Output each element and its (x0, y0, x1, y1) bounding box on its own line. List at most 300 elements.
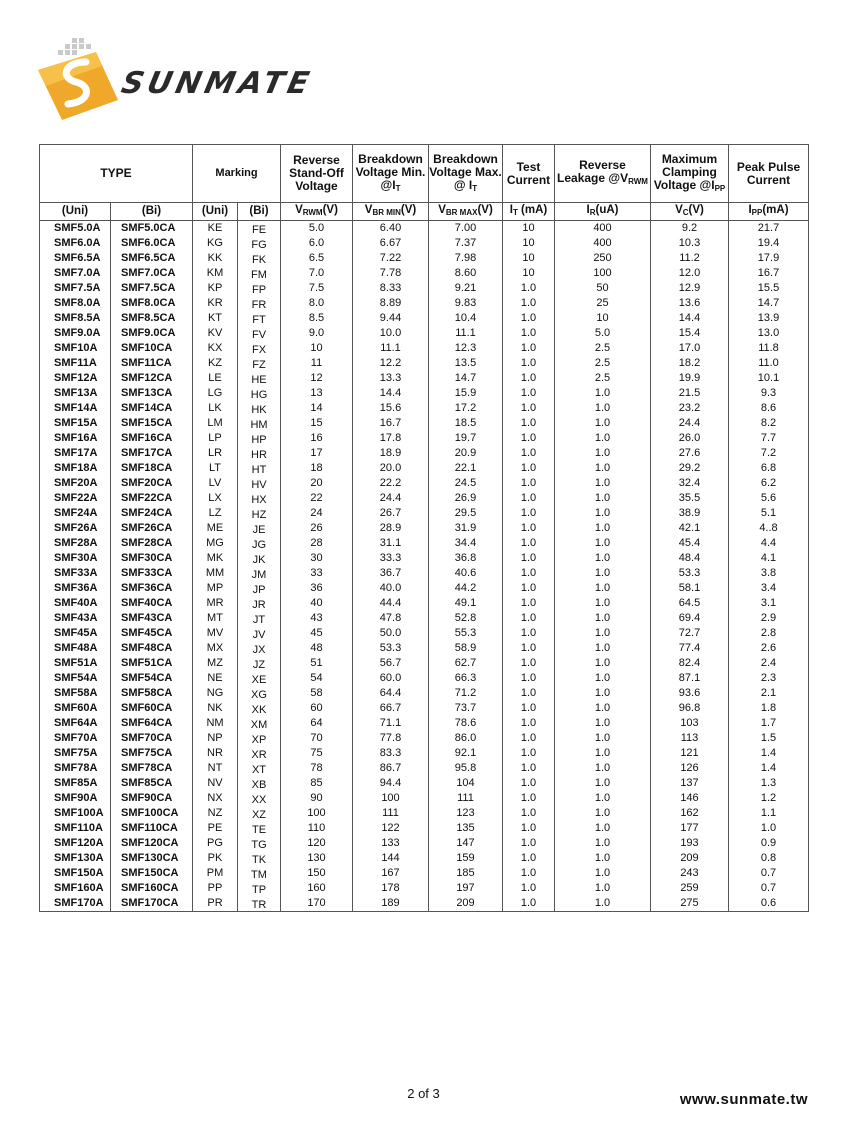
cell-type-bi: SMF16CA (111, 431, 193, 446)
cell-test-current: 1.0 (503, 296, 555, 311)
cell-test-current: 1.0 (503, 506, 555, 521)
cell-marking-uni: MP (193, 581, 238, 596)
cell-vrwm: 16 (281, 431, 353, 446)
cell-type-uni: SMF8.0A (40, 296, 111, 311)
page-number: 2 of 3 (407, 1086, 440, 1101)
cell-reverse-leakage: 1.0 (555, 731, 651, 746)
cell-test-current: 1.0 (503, 566, 555, 581)
cell-marking-bi: HV (238, 478, 281, 493)
cell-marking-uni: MT (193, 611, 238, 626)
cell-test-current: 10 (503, 251, 555, 266)
cell-type-bi: SMF17CA (111, 446, 193, 461)
cell-type-bi: SMF5.0CA (111, 221, 193, 237)
cell-reverse-leakage: 2.5 (555, 371, 651, 386)
subheader-vbr-min: $V_{BR MIN}(V)$ (353, 203, 429, 221)
cell-type-bi: SMF20CA (111, 476, 193, 491)
header-vbr-max: Breakdown Voltage Max. @ $I_T$ (429, 145, 503, 203)
cell-vrwm: 85 (281, 776, 353, 791)
cell-type-uni: SMF51A (40, 656, 111, 671)
cell-marking-bi: HX (238, 493, 281, 508)
cell-test-current: 1.0 (503, 596, 555, 611)
cell-peak-pulse-current: 5.6 (729, 491, 809, 506)
cell-marking-bi: FK (238, 253, 281, 268)
cell-vbr-max: 58.9 (429, 641, 503, 656)
header-test-current: Test Current (503, 145, 555, 203)
cell-peak-pulse-current: 6.2 (729, 476, 809, 491)
cell-reverse-leakage: 1.0 (555, 686, 651, 701)
cell-vrwm: 43 (281, 611, 353, 626)
cell-peak-pulse-current: 2.1 (729, 686, 809, 701)
cell-peak-pulse-current: 3.8 (729, 566, 809, 581)
cell-marking-bi: FT (238, 313, 281, 328)
cell-vbr-min: 86.7 (353, 761, 429, 776)
cell-vbr-min: 64.4 (353, 686, 429, 701)
cell-vbr-max: 17.2 (429, 401, 503, 416)
cell-clamping-voltage: 162 (651, 806, 729, 821)
cell-vrwm: 60 (281, 701, 353, 716)
cell-test-current: 1.0 (503, 521, 555, 536)
cell-test-current: 1.0 (503, 326, 555, 341)
cell-marking-uni: NX (193, 791, 238, 806)
cell-marking-uni: MR (193, 596, 238, 611)
cell-type-bi: SMF6.0CA (111, 236, 193, 251)
cell-marking-uni: NV (193, 776, 238, 791)
cell-type-uni: SMF7.5A (40, 281, 111, 296)
cell-marking-uni: PM (193, 866, 238, 881)
table-row (40, 461, 809, 476)
cell-vrwm: 78 (281, 761, 353, 776)
cell-vbr-max: 7.37 (429, 236, 503, 251)
cell-vbr-min: 50.0 (353, 626, 429, 641)
cell-marking-uni: LT (193, 461, 238, 476)
cell-clamping-voltage: 21.5 (651, 386, 729, 401)
table-row (40, 746, 809, 761)
cell-reverse-leakage: 1.0 (555, 581, 651, 596)
cell-test-current: 10 (503, 236, 555, 251)
cell-type-uni: SMF90A (40, 791, 111, 806)
cell-clamping-voltage: 12.0 (651, 266, 729, 281)
cell-test-current: 1.0 (503, 686, 555, 701)
subheader-vc: $V_C(V)$ (651, 203, 729, 221)
cell-clamping-voltage: 53.3 (651, 566, 729, 581)
cell-peak-pulse-current: 6.8 (729, 461, 809, 476)
cell-marking-uni: PP (193, 881, 238, 896)
cell-vbr-max: 73.7 (429, 701, 503, 716)
cell-reverse-leakage: 1.0 (555, 716, 651, 731)
cell-clamping-voltage: 64.5 (651, 596, 729, 611)
cell-reverse-leakage: 1.0 (555, 461, 651, 476)
cell-test-current: 1.0 (503, 761, 555, 776)
cell-marking-uni: NM (193, 716, 238, 731)
cell-type-bi: SMF24CA (111, 506, 193, 521)
cell-marking-bi: FE (238, 223, 281, 239)
cell-peak-pulse-current: 9.3 (729, 386, 809, 401)
cell-clamping-voltage: 93.6 (651, 686, 729, 701)
cell-test-current: 1.0 (503, 806, 555, 821)
cell-clamping-voltage: 243 (651, 866, 729, 881)
cell-marking-bi: XK (238, 703, 281, 718)
brand-name: SUNMATE (118, 66, 316, 101)
cell-clamping-voltage: 35.5 (651, 491, 729, 506)
cell-type-bi: SMF11CA (111, 356, 193, 371)
table-row (40, 296, 809, 311)
cell-peak-pulse-current: 15.5 (729, 281, 809, 296)
table-row (40, 881, 809, 896)
cell-marking-uni: LP (193, 431, 238, 446)
cell-vrwm: 14 (281, 401, 353, 416)
cell-test-current: 10 (503, 266, 555, 281)
cell-test-current: 1.0 (503, 281, 555, 296)
cell-type-uni: SMF5.0A (40, 221, 111, 237)
table-row (40, 236, 809, 251)
table-row (40, 401, 809, 416)
cell-vrwm: 70 (281, 731, 353, 746)
cell-vbr-min: 167 (353, 866, 429, 881)
cell-type-uni: SMF16A (40, 431, 111, 446)
cell-reverse-leakage: 1.0 (555, 761, 651, 776)
cell-vrwm: 75 (281, 746, 353, 761)
cell-type-bi: SMF75CA (111, 746, 193, 761)
cell-vbr-max: 34.4 (429, 536, 503, 551)
cell-type-uni: SMF43A (40, 611, 111, 626)
cell-vbr-min: 7.78 (353, 266, 429, 281)
cell-test-current: 1.0 (503, 851, 555, 866)
cell-peak-pulse-current: 0.7 (729, 866, 809, 881)
cell-vbr-min: 24.4 (353, 491, 429, 506)
cell-marking-bi: JX (238, 643, 281, 658)
cell-type-bi: SMF10CA (111, 341, 193, 356)
subheader-ipp: $I_{PP}(mA)$ (729, 203, 809, 221)
cell-peak-pulse-current: 1.3 (729, 776, 809, 791)
cell-type-bi: SMF28CA (111, 536, 193, 551)
cell-peak-pulse-current: 1.5 (729, 731, 809, 746)
header-type: TYPE (40, 145, 193, 203)
cell-vrwm: 33 (281, 566, 353, 581)
cell-marking-bi: XP (238, 733, 281, 748)
cell-type-bi: SMF26CA (111, 521, 193, 536)
cell-marking-bi: HR (238, 448, 281, 463)
cell-test-current: 1.0 (503, 386, 555, 401)
cell-peak-pulse-current: 17.9 (729, 251, 809, 266)
cell-reverse-leakage: 2.5 (555, 341, 651, 356)
cell-reverse-leakage: 5.0 (555, 326, 651, 341)
website-url: www.sunmate.tw (679, 1091, 808, 1108)
cell-reverse-leakage: 25 (555, 296, 651, 311)
cell-marking-bi: TG (238, 838, 281, 853)
table-row (40, 536, 809, 551)
cell-type-bi: SMF58CA (111, 686, 193, 701)
header-clamping-voltage: Maximum Clamping Voltage $@I_{PP}$ (651, 145, 729, 203)
cell-peak-pulse-current: 13.0 (729, 326, 809, 341)
cell-vbr-max: 31.9 (429, 521, 503, 536)
cell-vbr-max: 9.21 (429, 281, 503, 296)
cell-type-uni: SMF10A (40, 341, 111, 356)
cell-test-current: 1.0 (503, 776, 555, 791)
cell-clamping-voltage: 10.3 (651, 236, 729, 251)
cell-marking-uni: PK (193, 851, 238, 866)
cell-marking-uni: LV (193, 476, 238, 491)
cell-peak-pulse-current: 0.6 (729, 896, 809, 912)
cell-marking-bi: XT (238, 763, 281, 778)
cell-vrwm: 5.0 (281, 221, 353, 237)
cell-type-uni: SMF40A (40, 596, 111, 611)
cell-marking-uni: NE (193, 671, 238, 686)
cell-clamping-voltage: 38.9 (651, 506, 729, 521)
subheader-vbr-max: $V_{BR MAX}(V)$ (429, 203, 503, 221)
table-row (40, 311, 809, 326)
cell-peak-pulse-current: 2.6 (729, 641, 809, 656)
cell-type-uni: SMF8.5A (40, 311, 111, 326)
cell-test-current: 1.0 (503, 491, 555, 506)
cell-vrwm: 22 (281, 491, 353, 506)
cell-peak-pulse-current: 1.4 (729, 746, 809, 761)
cell-clamping-voltage: 45.4 (651, 536, 729, 551)
cell-type-uni: SMF11A (40, 356, 111, 371)
table-row (40, 776, 809, 791)
table-row (40, 701, 809, 716)
cell-type-uni: SMF78A (40, 761, 111, 776)
cell-type-uni: SMF130A (40, 851, 111, 866)
cell-marking-uni: MZ (193, 656, 238, 671)
table-row (40, 521, 809, 536)
cell-vrwm: 54 (281, 671, 353, 686)
cell-test-current: 1.0 (503, 671, 555, 686)
cell-type-bi: SMF40CA (111, 596, 193, 611)
table-row (40, 581, 809, 596)
cell-reverse-leakage: 1.0 (555, 806, 651, 821)
cell-marking-uni: NP (193, 731, 238, 746)
cell-peak-pulse-current: 0.9 (729, 836, 809, 851)
cell-vrwm: 36 (281, 581, 353, 596)
cell-type-bi: SMF8.5CA (111, 311, 193, 326)
cell-vbr-min: 36.7 (353, 566, 429, 581)
cell-peak-pulse-current: 11.0 (729, 356, 809, 371)
cell-reverse-leakage: 1.0 (555, 416, 651, 431)
cell-clamping-voltage: 96.8 (651, 701, 729, 716)
cell-type-uni: SMF28A (40, 536, 111, 551)
cell-vbr-min: 56.7 (353, 656, 429, 671)
cell-type-uni: SMF45A (40, 626, 111, 641)
cell-vbr-min: 47.8 (353, 611, 429, 626)
cell-type-uni: SMF60A (40, 701, 111, 716)
cell-reverse-leakage: 1.0 (555, 836, 651, 851)
table-row (40, 281, 809, 296)
cell-type-bi: SMF110CA (111, 821, 193, 836)
cell-reverse-leakage: 1.0 (555, 386, 651, 401)
cell-vrwm: 18 (281, 461, 353, 476)
cell-clamping-voltage: 19.9 (651, 371, 729, 386)
cell-vbr-max: 8.60 (429, 266, 503, 281)
cell-peak-pulse-current: 16.7 (729, 266, 809, 281)
cell-marking-uni: NG (193, 686, 238, 701)
cell-type-uni: SMF13A (40, 386, 111, 401)
cell-peak-pulse-current: 3.1 (729, 596, 809, 611)
cell-test-current: 1.0 (503, 446, 555, 461)
cell-type-bi: SMF120CA (111, 836, 193, 851)
cell-reverse-leakage: 1.0 (555, 746, 651, 761)
cell-vbr-min: 16.7 (353, 416, 429, 431)
cell-vbr-min: 17.8 (353, 431, 429, 446)
cell-peak-pulse-current: 1.2 (729, 791, 809, 806)
table-row (40, 866, 809, 881)
cell-reverse-leakage: 10 (555, 311, 651, 326)
cell-marking-bi: FX (238, 343, 281, 358)
subheader-bi: (Bi) (111, 203, 193, 221)
cell-marking-bi: JP (238, 583, 281, 598)
cell-vrwm: 40 (281, 596, 353, 611)
cell-reverse-leakage: 1.0 (555, 446, 651, 461)
cell-clamping-voltage: 11.2 (651, 251, 729, 266)
cell-reverse-leakage: 1.0 (555, 851, 651, 866)
cell-vbr-min: 77.8 (353, 731, 429, 746)
cell-reverse-leakage: 1.0 (555, 641, 651, 656)
cell-type-uni: SMF170A (40, 896, 111, 912)
cell-clamping-voltage: 177 (651, 821, 729, 836)
cell-type-uni: SMF18A (40, 461, 111, 476)
cell-marking-bi: FP (238, 283, 281, 298)
cell-test-current: 1.0 (503, 701, 555, 716)
cell-peak-pulse-current: 2.4 (729, 656, 809, 671)
cell-marking-bi: JM (238, 568, 281, 583)
cell-vbr-max: 13.5 (429, 356, 503, 371)
cell-marking-bi: JR (238, 598, 281, 613)
cell-vbr-max: 40.6 (429, 566, 503, 581)
cell-reverse-leakage: 2.5 (555, 356, 651, 371)
cell-marking-uni: PR (193, 896, 238, 912)
cell-vbr-max: 20.9 (429, 446, 503, 461)
cell-marking-bi: XG (238, 688, 281, 703)
cell-clamping-voltage: 113 (651, 731, 729, 746)
cell-vbr-min: 10.0 (353, 326, 429, 341)
cell-type-uni: SMF7.0A (40, 266, 111, 281)
cell-marking-bi: TP (238, 883, 281, 898)
cell-test-current: 1.0 (503, 881, 555, 896)
cell-test-current: 1.0 (503, 716, 555, 731)
cell-type-uni: SMF100A (40, 806, 111, 821)
cell-vbr-max: 123 (429, 806, 503, 821)
cell-clamping-voltage: 13.6 (651, 296, 729, 311)
cell-marking-uni: KV (193, 326, 238, 341)
cell-clamping-voltage: 18.2 (651, 356, 729, 371)
cell-clamping-voltage: 103 (651, 716, 729, 731)
subheader-it: $I_T$ (mA) (503, 203, 555, 221)
cell-test-current: 1.0 (503, 791, 555, 806)
cell-peak-pulse-current: 10.1 (729, 371, 809, 386)
cell-type-bi: SMF22CA (111, 491, 193, 506)
cell-marking-bi: XM (238, 718, 281, 733)
cell-vrwm: 15 (281, 416, 353, 431)
cell-vbr-min: 14.4 (353, 386, 429, 401)
cell-test-current: 1.0 (503, 611, 555, 626)
table-row (40, 896, 809, 912)
cell-vbr-min: 122 (353, 821, 429, 836)
cell-test-current: 1.0 (503, 476, 555, 491)
cell-clamping-voltage: 82.4 (651, 656, 729, 671)
cell-peak-pulse-current: 13.9 (729, 311, 809, 326)
cell-vbr-min: 28.9 (353, 521, 429, 536)
cell-clamping-voltage: 193 (651, 836, 729, 851)
cell-type-uni: SMF24A (40, 506, 111, 521)
cell-type-uni: SMF160A (40, 881, 111, 896)
cell-type-bi: SMF12CA (111, 371, 193, 386)
table-body (40, 221, 809, 912)
cell-marking-uni: MG (193, 536, 238, 551)
header-vbr-min: Breakdown Voltage Min. $@I_T$ (353, 145, 429, 203)
cell-vbr-max: 22.1 (429, 461, 503, 476)
cell-test-current: 1.0 (503, 836, 555, 851)
cell-peak-pulse-current: 2.9 (729, 611, 809, 626)
cell-vrwm: 170 (281, 896, 353, 912)
cell-vrwm: 26 (281, 521, 353, 536)
table-row (40, 671, 809, 686)
table-row (40, 566, 809, 581)
cell-clamping-voltage: 23.2 (651, 401, 729, 416)
cell-marking-uni: KG (193, 236, 238, 251)
cell-peak-pulse-current: 0.8 (729, 851, 809, 866)
cell-test-current: 1.0 (503, 371, 555, 386)
cell-marking-bi: JG (238, 538, 281, 553)
cell-peak-pulse-current: 7.7 (729, 431, 809, 446)
cell-vbr-max: 95.8 (429, 761, 503, 776)
cell-vbr-min: 60.0 (353, 671, 429, 686)
cell-vrwm: 17 (281, 446, 353, 461)
cell-marking-uni: KX (193, 341, 238, 356)
sunmate-logo (34, 36, 316, 120)
table-row (40, 821, 809, 836)
cell-clamping-voltage: 58.1 (651, 581, 729, 596)
cell-reverse-leakage: 50 (555, 281, 651, 296)
cell-vrwm: 64 (281, 716, 353, 731)
specification-table (39, 144, 809, 912)
cell-peak-pulse-current: 5.1 (729, 506, 809, 521)
cell-test-current: 1.0 (503, 866, 555, 881)
cell-type-bi: SMF43CA (111, 611, 193, 626)
cell-clamping-voltage: 275 (651, 896, 729, 912)
cell-reverse-leakage: 1.0 (555, 881, 651, 896)
cell-marking-bi: TR (238, 898, 281, 914)
cell-vbr-max: 78.6 (429, 716, 503, 731)
table-row (40, 476, 809, 491)
cell-peak-pulse-current: 2.8 (729, 626, 809, 641)
header-reverse-leakage: Reverse Leakage $@V_{RWM}$ (555, 145, 651, 203)
cell-vbr-min: 66.7 (353, 701, 429, 716)
cell-type-uni: SMF58A (40, 686, 111, 701)
cell-reverse-leakage: 1.0 (555, 776, 651, 791)
cell-peak-pulse-current: 7.2 (729, 446, 809, 461)
cell-type-bi: SMF36CA (111, 581, 193, 596)
cell-marking-bi: HZ (238, 508, 281, 523)
table-row (40, 611, 809, 626)
cell-vbr-min: 40.0 (353, 581, 429, 596)
table-row (40, 791, 809, 806)
cell-reverse-leakage: 1.0 (555, 476, 651, 491)
cell-vbr-max: 12.3 (429, 341, 503, 356)
cell-vbr-min: 33.3 (353, 551, 429, 566)
cell-test-current: 1.0 (503, 821, 555, 836)
cell-clamping-voltage: 72.7 (651, 626, 729, 641)
cell-type-uni: SMF22A (40, 491, 111, 506)
cell-peak-pulse-current: 1.0 (729, 821, 809, 836)
cell-peak-pulse-current: 8.6 (729, 401, 809, 416)
cell-marking-bi: HP (238, 433, 281, 448)
table-row (40, 221, 809, 237)
table-row (40, 341, 809, 356)
header-marking: Marking (193, 145, 281, 203)
cell-vrwm: 7.0 (281, 266, 353, 281)
cell-vbr-max: 92.1 (429, 746, 503, 761)
table-row (40, 491, 809, 506)
cell-marking-uni: MX (193, 641, 238, 656)
